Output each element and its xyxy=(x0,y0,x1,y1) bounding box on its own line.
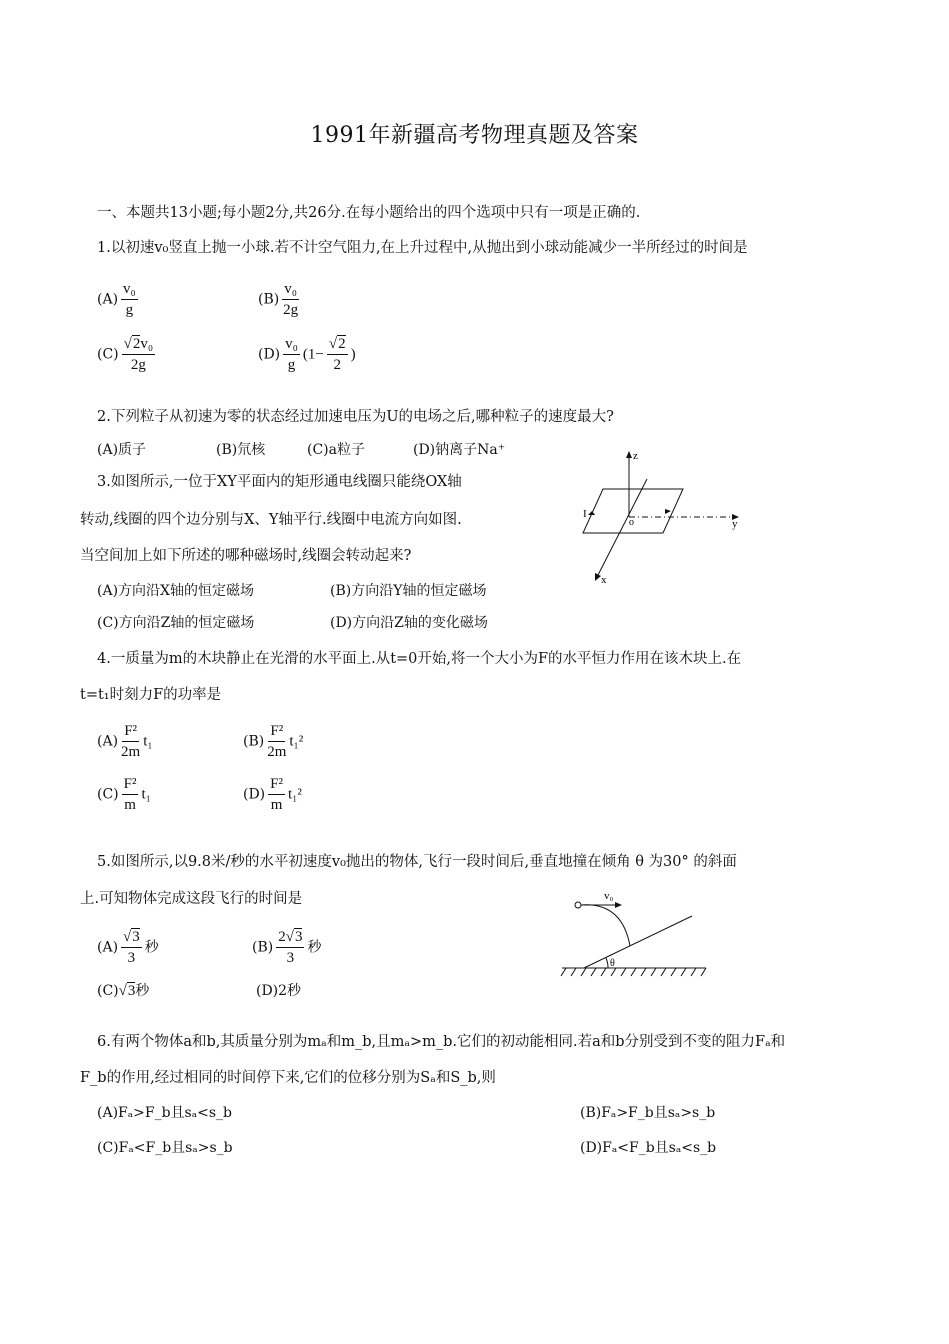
q6-line2: F_b的作用,经过相同的时间停下来,它们的位移分别为Sₐ和S_b,则 xyxy=(80,1070,496,1086)
svg-text:v₀: v₀ xyxy=(604,890,614,902)
page-title: 1991年新疆高考物理真题及答案 xyxy=(310,123,639,148)
q3-option-d: (D)方向沿Z轴的变化磁场 xyxy=(330,615,488,631)
q3-option-a: (A)方向沿X轴的恒定磁场 xyxy=(97,583,255,599)
q5-incline-diagram xyxy=(560,882,710,982)
q4-option-b: (B) $\frac{\text{F²}}{2m}$ t₁² xyxy=(243,723,304,760)
q2-option-b: (B)氘核 xyxy=(216,442,266,458)
svg-text:z: z xyxy=(633,450,638,462)
q5-line1: 5.如图所示,以9.8米/秒的水平初速度v₀抛出的物体,飞行一段时间后,垂直地撞在倾角 θ 为30° 的斜面 xyxy=(97,854,737,870)
q3-line1: 3.如图所示,一位于XY平面内的矩形通电线圈只能绕OX轴 xyxy=(97,474,462,490)
q2-option-d: (D)钠离子Na⁺ xyxy=(413,442,506,458)
q1-stem: 1.以初速v₀竖直上抛一小球.若不计空气阻力,在上升过程中,从抛出到小球动能减少一半所经过的时间是 xyxy=(97,240,748,256)
q4-option-a: (A) $\frac{\text{F²}}{2m}$ t₁ xyxy=(97,723,153,760)
q4-line1: 4.一质量为m的木块静止在光滑的水平面上.从t=0开始,将一个大小为F的水平恒力作用在该木块上.在 xyxy=(97,651,742,667)
q3-option-c: (C)方向沿Z轴的恒定磁场 xyxy=(97,615,255,631)
q3-coil-diagram xyxy=(575,445,755,590)
svg-text:θ: θ xyxy=(610,958,615,969)
svg-text:o: o xyxy=(629,517,634,528)
q4-option-c: (C) $\frac{\text{F²}}{m}$ t₁ xyxy=(97,776,151,813)
q2-option-a: (A)质子 xyxy=(97,442,147,458)
q6-option-b: (B)Fₐ>F_b且sₐ>s_b xyxy=(580,1105,716,1121)
section-instructions: 一、本题共13小题;每小题2分,共26分.在每小题给出的四个选项中只有一项是正确的. xyxy=(97,205,641,221)
q6-line1: 6.有两个物体a和b,其质量分别为mₐ和m_b,且mₐ>m_b.它们的初动能相同.若a和b分别受到不变的阻力Fₐ和 xyxy=(97,1034,786,1050)
q4-line2: t=t₁时刻力F的功率是 xyxy=(80,687,222,703)
q3-line2: 转动,线圈的四个边分别与X、Y轴平行.线圈中电流方向如图. xyxy=(80,512,462,528)
q6-option-d: (D)Fₐ<F_b且sₐ<s_b xyxy=(580,1140,717,1156)
q5-option-b: (B) $\frac{2√3}{3}$ 秒 xyxy=(252,929,322,966)
q1-option-d: (D) $\frac{\text{v₀}}{g}$ (1− $\frac{√2}{2}$ ) xyxy=(258,336,356,373)
q2-stem: 2.下列粒子从初速为零的状态经过加速电压为U的电场之后,哪种粒子的速度最大? xyxy=(97,409,614,425)
svg-text:I: I xyxy=(583,508,587,520)
q2-option-c: (C)a粒子 xyxy=(307,442,365,458)
q5-option-a: (A) $\frac{√3}{3}$ 秒 xyxy=(97,929,159,966)
q4-option-d: (D) $\frac{\text{F²}}{m}$ t₁² xyxy=(243,776,302,813)
q1-option-b: (B) $\frac{\text{v₀}}{2g}$ xyxy=(258,281,299,318)
q5-option-c: (C)√3秒 xyxy=(97,983,150,999)
q1-option-c: (C) $\frac{\text{√2v₀}}{2g}$ xyxy=(97,336,154,373)
q3-option-b: (B)方向沿Y轴的恒定磁场 xyxy=(330,583,487,599)
q5-option-d: (D)2秒 xyxy=(256,983,302,999)
q5-line2: 上.可知物体完成这段飞行的时间是 xyxy=(80,891,303,907)
q3-line3: 当空间加上如下所述的哪种磁场时,线圈会转动起来? xyxy=(80,548,412,564)
q6-option-c: (C)Fₐ<F_b且sₐ>s_b xyxy=(97,1140,233,1156)
q1-option-a: (A) $\frac{\text{v₀}}{g}$ xyxy=(97,281,136,318)
svg-text:x: x xyxy=(601,574,607,586)
svg-text:y: y xyxy=(732,518,738,530)
q6-option-a: (A)Fₐ>F_b且sₐ<s_b xyxy=(97,1105,233,1121)
